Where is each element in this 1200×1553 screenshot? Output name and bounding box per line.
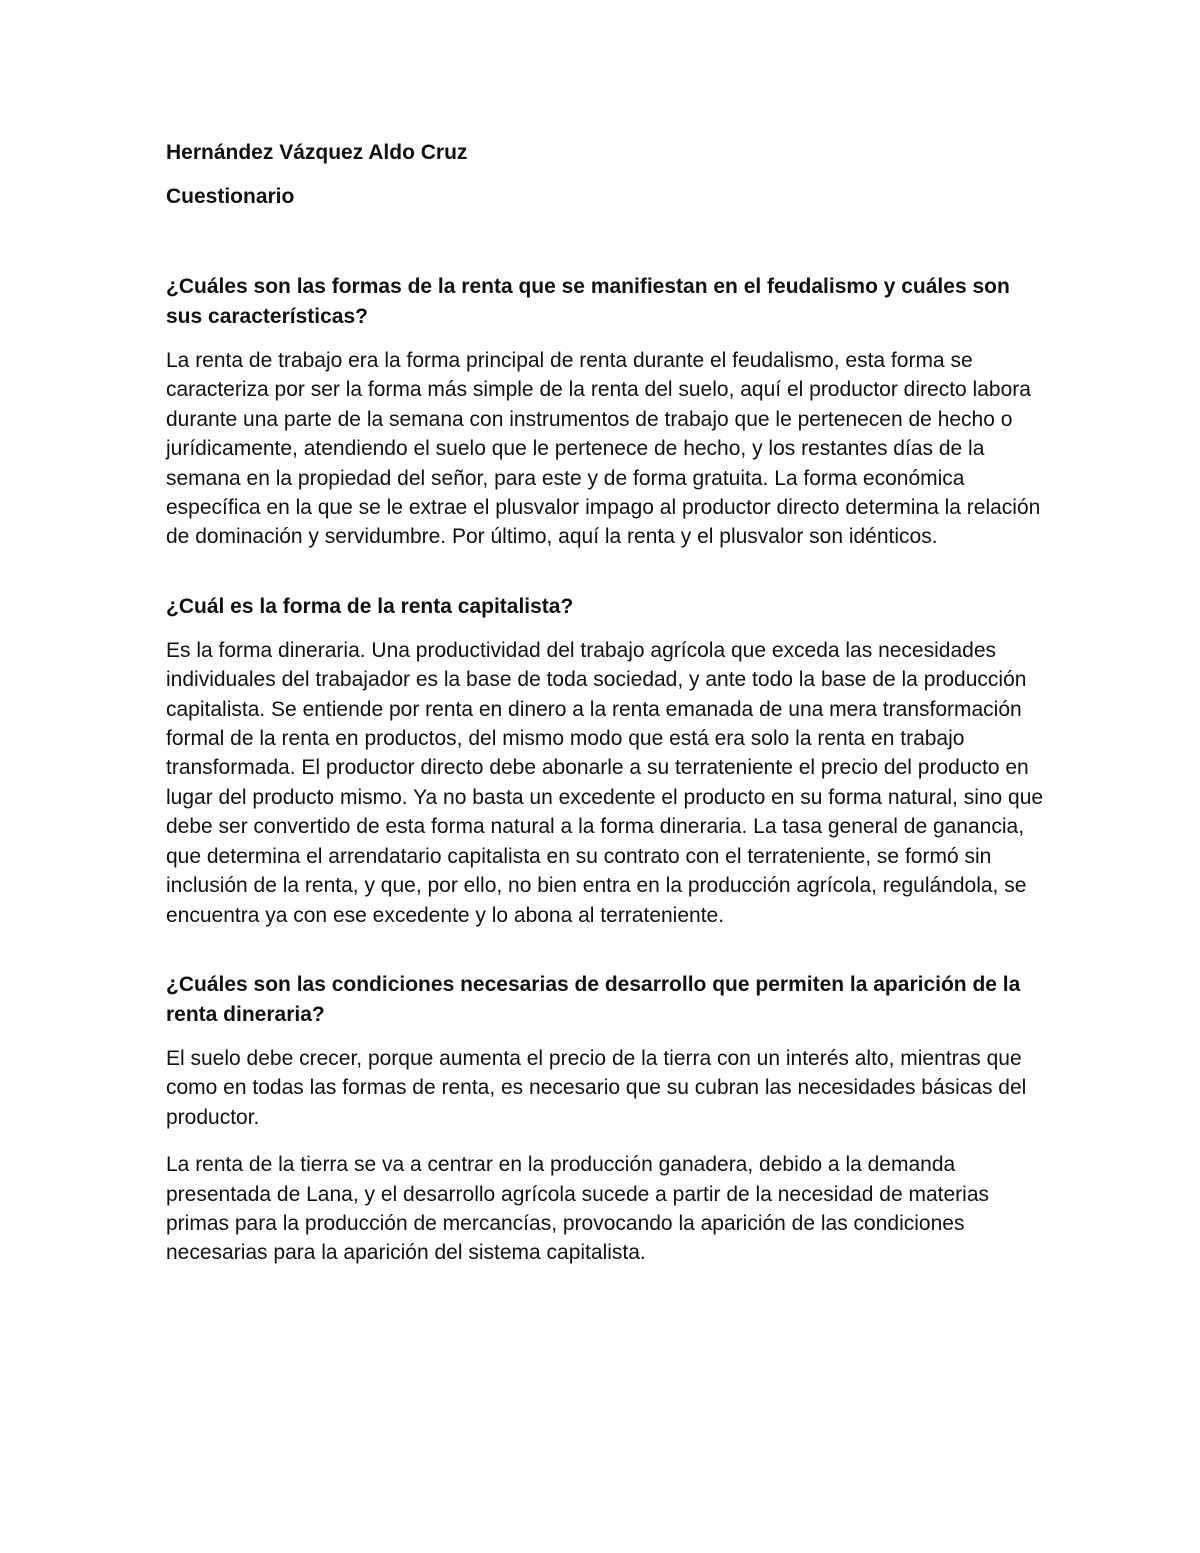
answer-paragraph: La renta de trabajo era la forma principal de renta durante el feudalismo, esta forma se caracteriza por ser la forma más simple de la renta del suelo, aquí el productor directo labora durante una parte de la semana con instrumentos de trabajo que le pertenecen de hecho o jurídicamente, atendiendo el suelo que le pertenece de hecho, y los restantes días de la semana en la propiedad del señor, para este y de forma gratuita. La forma económica específica en la que se le extrae el plusvalor impago al productor directo determina la relación de dominación y servidumbre. Por último, aquí la renta y el plusvalor son idénticos. <box>166 349 1041 549</box>
question-section-3 <box>166 970 1046 1268</box>
author-name: Hernández Vázquez Aldo Cruz <box>166 141 468 164</box>
answer-paragraph: Es la forma dineraria. Una productividad del trabajo agrícola que exceda las necesidades individuales del trabajador es la base de toda sociedad, y ante todo la base de la producción capitalista. Se entiende por renta en dinero a la renta emanada de una mera transformación formal de la renta en productos, del mismo modo que está era solo la renta en trabajo transformada. El productor directo debe abonarle a su terrateniente el precio del producto en lugar del producto mismo. Ya no basta un excedente el producto en su forma natural, sino que debe ser convertido de esta forma natural a la forma dineraria. La tasa general de ganancia, que determina el arrendatario capitalista en su contrato con el terrateniente, se formó sin inclusión de la renta, y que, por ello, no bien entra en la producción agrícola, regulándola, se encuentra ya con ese excedente y lo abona al terrateniente. <box>166 638 1044 927</box>
question-section-1 <box>166 272 1046 552</box>
document-page <box>166 138 1046 1308</box>
answer-paragraph: El suelo debe crecer, porque aumenta el precio de la tierra con un interés alto, mientras que como en todas las formas de renta, es necesario que su cubran las necesidades básicas del productor. <box>166 1046 1027 1129</box>
question-section-2 <box>166 592 1046 930</box>
question-heading: ¿Cuál es la forma de la renta capitalista? <box>166 594 574 618</box>
question-heading: ¿Cuáles son las formas de la renta que se manifiestan en el feudalismo y cuáles son sus características? <box>166 275 1010 328</box>
document-title: Cuestionario <box>166 185 295 208</box>
question-heading: ¿Cuáles son las condiciones necesarias de desarrollo que permiten la aparición de la renta dineraria? <box>166 972 1021 1026</box>
answer-paragraph: La renta de la tierra se va a centrar en la producción ganadera, debido a la demanda presentada de Lana, y el desarrollo agrícola sucede a partir de la necesidad de materias primas para la producción de mercancías, provocando la aparición de las condiciones necesarias para la aparición del sistema capitalista. <box>166 1153 990 1265</box>
